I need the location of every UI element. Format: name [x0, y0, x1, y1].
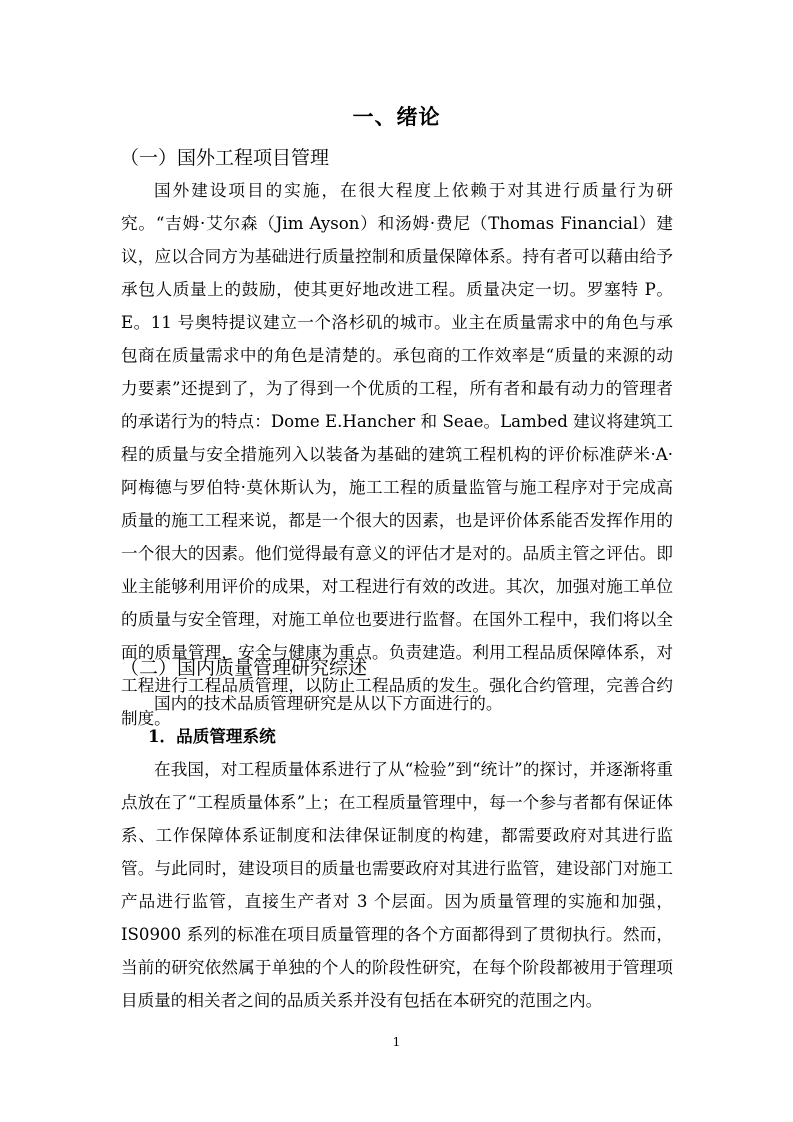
section-heading-domestic: （二）国内质量管理研究综述 [120, 657, 368, 679]
paragraph-quality-management-system: 在我国，对工程质量体系进行了从“检验”到“统计”的探讨，并逐渐将重点放在了“工程质量体系”上；在工程质量管理中，每一个参与者都有保证体系、工作保障体系证制度和法律保证制度的构建，都需要政府对其进行监管。与此同时，建设项目的质量也需要政府对其进行监管，建设部门对施工产品进行监管，直接生产者对 3 个层面。因为质量管理的实施和加强，IS0900 系列的标准在项目质量管理的各个方面都得到了贯彻执行。然而，当前的研究依然属于单独的个人的阶段性研究，在每个阶段都被用于管理项目质量的相关者之间的品质关系并没有包括在本研究的范围之内。 [121, 760, 673, 1010]
section-heading-foreign: （一）国外工程项目管理 [120, 147, 330, 169]
paragraph-foreign-project-management: 国外建设项目的实施，在很大程度上依赖于对其进行质量行为研究。“吉姆·艾尔森（Jim Ayson）和汤姆·费尼（Thomas Financial）建议，应以合同方为基础进行质量控制和质量保障体系。持有者可以藉由给予承包人质量上的鼓励，使其更好地改进工程。质量决定一切。罗塞特 P。E。11 号奥特提议建立一个洛杉矶的城市。业主在质量需求中的角色与承包商在质量需求中的角色是清楚的。承包商的工作效率是“质量的来源的动力要素”还提到了，为了得到一个优质的工程，所有者和最有动力的管理者的承诺行为的特点：Dome E.Hancher 和 Seae。Lambed 建议将建筑工程的质量与安全措施列入以装备为基础的建筑工程机构的评价标准萨米·A·阿梅德与罗伯特·莫休斯认为，施工工程的质量监管与施工程序对于完成高质量的施工工程来说，都是一个很大的因素，也是评价体系能否发挥作用的一个很大的因素。他们觉得最有意义的评估才是对的。品质主管之评估。即业主能够利用评价的成果，对工程进行有效的改进。其次，加强对施工单位的质量与安全管理，对施工单位也要进行监督。在国外工程中，我们将以全面的质量管理，安全与健康为重点。负责建造。利用工程品质保障体系，对工程进行工程品质管理，以防止工程品质的发生。强化合约管理，完善合约制度。 [121, 181, 673, 728]
subheading-quality-management-system: 1．品质管理系统 [148, 726, 276, 746]
chapter-title: 一、绪论 [352, 104, 441, 129]
page-number: 1 [392, 1035, 401, 1049]
paragraph-domestic-intro: 国内的技术品质管理研究是从以下方面进行的。 [154, 694, 503, 713]
